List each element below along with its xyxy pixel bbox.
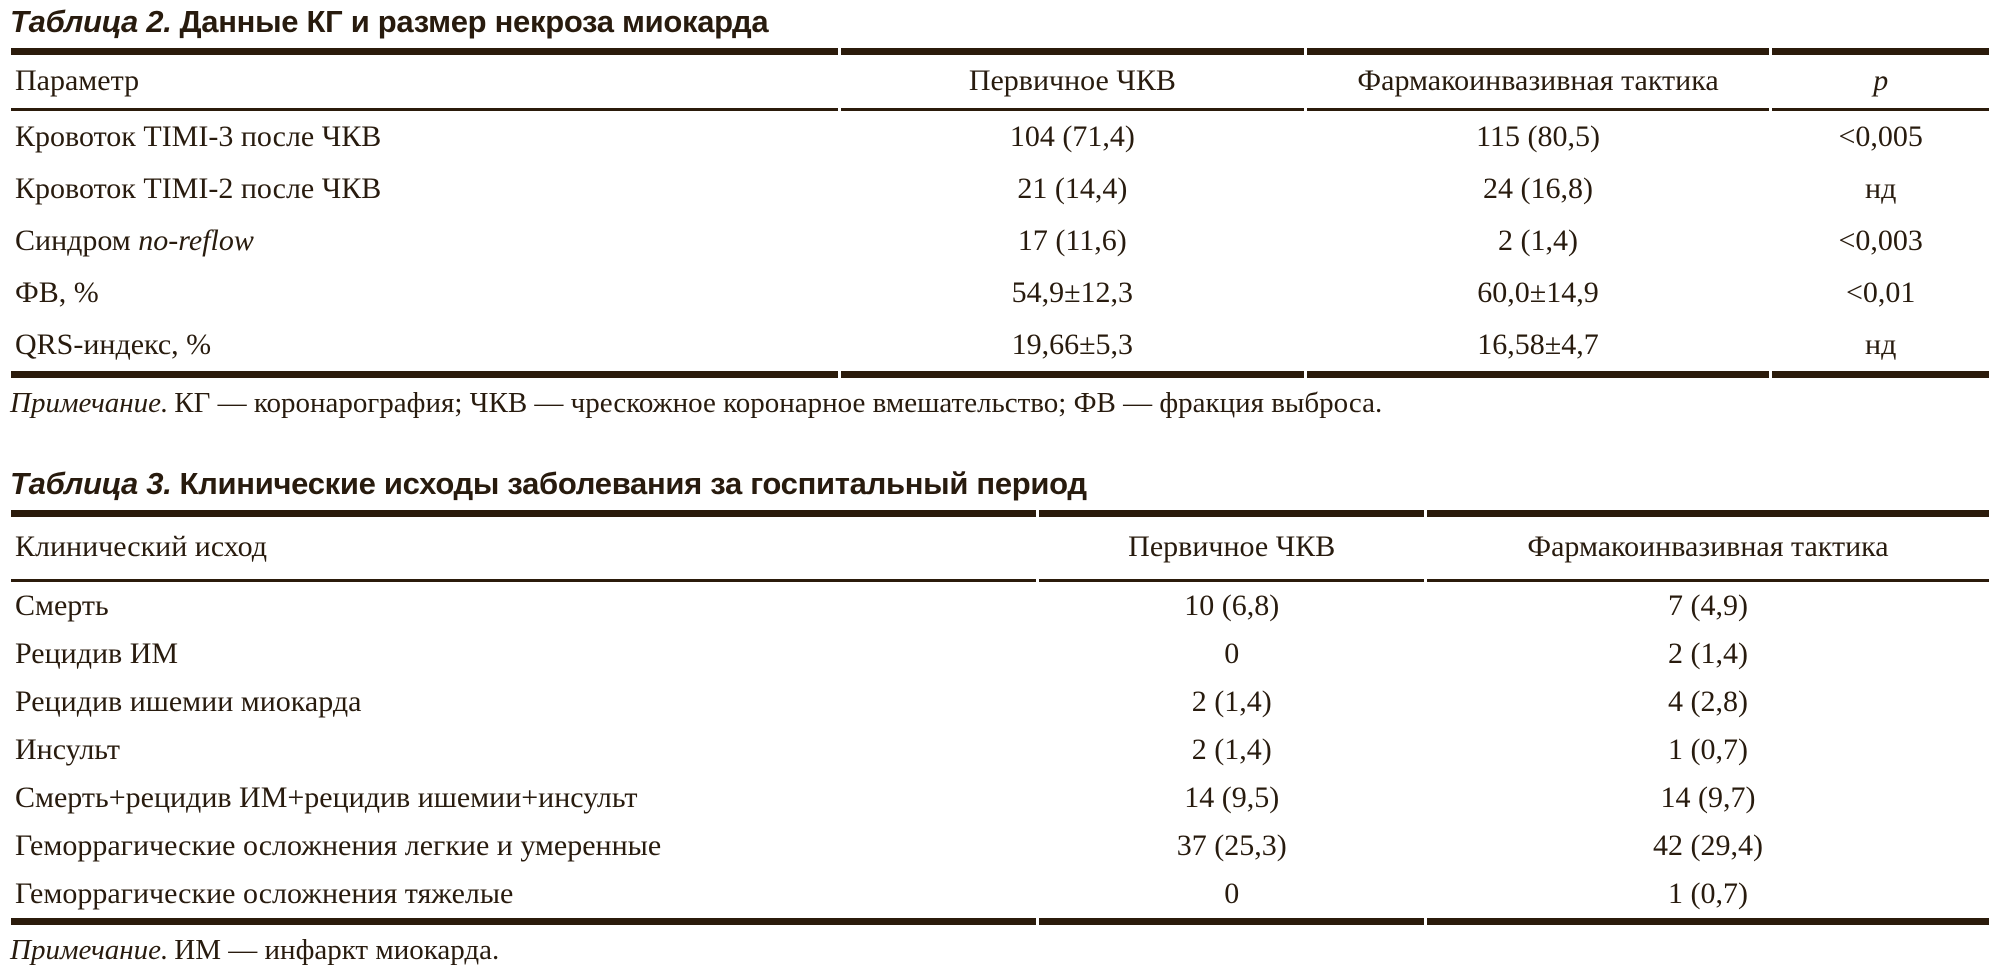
table-cell: 10 (6,8) — [1184, 589, 1280, 622]
table-cell: <0,005 — [1838, 120, 1923, 153]
table3-title-text: Клинические исходы заболевания за госпитальный период — [179, 466, 1087, 501]
table-row — [11, 163, 1989, 215]
table3-title — [10, 466, 1992, 502]
table3-note-text: ИМ — инфаркт миокарда. — [174, 934, 500, 966]
table-cell: 1 (0,7) — [1667, 733, 1748, 766]
table-cell: Инсульт — [15, 733, 120, 766]
table-cell: 0 — [1039, 870, 1424, 925]
table3-col-pharmacoinvasive: Фармакоинвазивная тактика — [1427, 510, 1989, 582]
table2-title-label: Таблица 2. — [10, 4, 172, 39]
table-row — [11, 319, 1989, 378]
table-cell: нд — [1865, 172, 1897, 205]
table3-body — [11, 582, 1989, 925]
table2-note-label: Примечание. — [10, 387, 169, 419]
table2-section — [8, 4, 1992, 420]
table-cell: 104 (71,4) — [1009, 120, 1135, 153]
table3-col-primary-pci: Первичное ЧКВ — [1039, 510, 1424, 582]
table-row — [11, 630, 1989, 678]
table-cell: 14 (9,5) — [1184, 781, 1280, 814]
table-row — [11, 582, 1989, 630]
table-cell: 2 (1,4) — [1498, 224, 1579, 257]
table-row — [11, 822, 1989, 870]
table3-header — [11, 510, 1989, 582]
table-cell: ФВ, % — [15, 276, 99, 309]
table-cell: 42 (29,4) — [1652, 829, 1763, 862]
table-cell: 7 (4,9) — [1667, 589, 1748, 622]
table-cell: Геморрагические осложнения легкие и умеренные — [15, 829, 662, 862]
table2-body — [11, 111, 1989, 378]
table2-col-p-value: p — [1772, 48, 1989, 111]
table-cell: <0,01 — [1845, 276, 1916, 309]
table2-header-row — [11, 48, 1989, 111]
table-cell: 2 (1,4) — [1191, 685, 1272, 718]
table2-col-primary-pci: Первичное ЧКВ — [841, 48, 1304, 111]
table-cell: 21 (14,4) — [1017, 172, 1128, 205]
table-cell: Смерть — [15, 589, 109, 622]
table-cell: 115 (80,5) — [1476, 120, 1600, 153]
table-row — [11, 774, 1989, 822]
table-cell: Синдром no-reflow — [15, 224, 254, 257]
table-cell: QRS-индекс, % — [11, 319, 838, 378]
table-cell: Кровоток TIMI-3 после ЧКВ — [15, 120, 382, 153]
table2-title-text: Данные КГ и размер некроза миокарда — [179, 4, 769, 39]
table2-title — [10, 4, 1992, 40]
table-cell: Рецидив ИМ — [15, 637, 179, 670]
table-cell: 19,66±5,3 — [841, 319, 1304, 378]
table-cell: 54,9±12,3 — [1011, 276, 1134, 309]
table-cell: <0,003 — [1838, 224, 1923, 257]
table-row — [11, 111, 1989, 163]
table-cell: 1 (0,7) — [1427, 870, 1989, 925]
table3-note — [10, 934, 1992, 967]
table3-title-label: Таблица 3. — [10, 466, 172, 501]
table3-section — [8, 466, 1992, 967]
table-cell: 14 (9,7) — [1660, 781, 1756, 814]
table-cell: Геморрагические осложнения тяжелые — [11, 870, 1036, 925]
table3-header-row — [11, 510, 1989, 582]
table-cell: 17 (11,6) — [1017, 224, 1127, 257]
table2-header — [11, 48, 1989, 111]
table-row — [11, 870, 1989, 925]
table-cell: 24 (16,8) — [1483, 172, 1594, 205]
table-cell: 4 (2,8) — [1667, 685, 1748, 718]
table2-col-pharmacoinvasive: Фармакоинвазивная тактика — [1307, 48, 1770, 111]
table-cell: 0 — [1224, 637, 1240, 670]
table-row — [11, 726, 1989, 774]
table-row — [11, 678, 1989, 726]
table2 — [8, 48, 1992, 378]
table-row — [11, 267, 1989, 319]
table3-col-outcome: Клинический исход — [11, 510, 1036, 582]
table2-col-parameter: Параметр — [11, 48, 838, 111]
table-cell: 37 (25,3) — [1176, 829, 1287, 862]
table3 — [8, 510, 1992, 925]
table2-note-text: КГ — коронарография; ЧКВ — чрескожное коронарное вмешательство; ФВ — фракция выброса. — [174, 387, 1383, 419]
table-row — [11, 215, 1989, 267]
table-cell: Рецидив ишемии миокарда — [15, 685, 362, 718]
table3-note-label: Примечание. — [10, 934, 169, 966]
table-cell: 16,58±4,7 — [1307, 319, 1770, 378]
table2-note — [10, 387, 1992, 420]
table-cell: 2 (1,4) — [1191, 733, 1272, 766]
table-cell: Смерть+рецидив ИМ+рецидив ишемии+инсульт — [15, 781, 638, 814]
table-cell: нд — [1772, 319, 1989, 378]
table-cell: Кровоток TIMI-2 после ЧКВ — [15, 172, 382, 205]
table-cell: 2 (1,4) — [1667, 637, 1748, 670]
table-cell: 60,0±14,9 — [1477, 276, 1599, 309]
